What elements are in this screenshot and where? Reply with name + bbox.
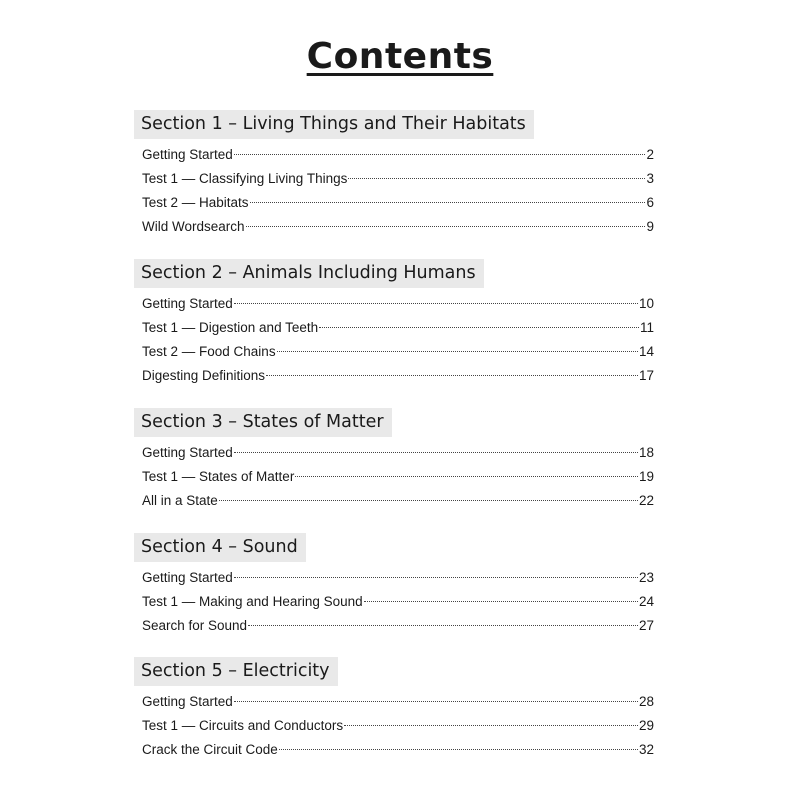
toc-entry[interactable] xyxy=(134,566,654,590)
entry-label: Wild Wordsearch xyxy=(142,219,245,234)
section-heading: Section 5 – Electricity xyxy=(134,657,338,686)
entry-label: Getting Started xyxy=(142,570,233,585)
toc-entry[interactable] xyxy=(134,364,654,388)
dot-leader xyxy=(234,577,638,578)
section-3 xyxy=(134,408,654,513)
entry-page: 11 xyxy=(639,320,654,335)
section-1 xyxy=(134,110,654,239)
entry-page: 18 xyxy=(638,445,654,460)
entry-label: Getting Started xyxy=(142,147,233,162)
entry-page: 6 xyxy=(646,195,654,210)
toc-entry[interactable] xyxy=(134,489,654,513)
dot-leader xyxy=(219,500,638,501)
entry-page: 19 xyxy=(638,469,654,484)
toc-entry[interactable] xyxy=(134,215,654,239)
section-2 xyxy=(134,259,654,388)
toc-entry[interactable] xyxy=(134,340,654,364)
dot-leader xyxy=(364,601,638,602)
entry-label: Search for Sound xyxy=(142,618,248,633)
toc-entry[interactable] xyxy=(134,292,654,316)
page-title: Contents xyxy=(306,36,494,77)
dot-leader xyxy=(344,725,638,726)
entry-page: 22 xyxy=(638,493,654,508)
dot-leader xyxy=(277,351,638,352)
toc-entry[interactable] xyxy=(134,143,654,167)
entry-label: Test 1 — Making and Hearing Sound xyxy=(142,594,363,609)
entry-label: Getting Started xyxy=(142,694,233,709)
entry-label: Getting Started xyxy=(142,296,233,311)
entry-page: 10 xyxy=(638,296,654,311)
entry-page: 28 xyxy=(638,694,654,709)
dot-leader xyxy=(319,327,639,328)
dot-leader xyxy=(248,625,638,626)
dot-leader xyxy=(234,452,638,453)
entry-page: 32 xyxy=(638,742,654,757)
section-heading: Section 4 – Sound xyxy=(134,533,306,562)
section-heading: Section 2 – Animals Including Humans xyxy=(134,259,484,288)
dot-leader xyxy=(279,749,638,750)
dot-leader xyxy=(234,154,646,155)
section-heading: Section 1 – Living Things and Their Habitats xyxy=(134,110,534,139)
entry-page: 24 xyxy=(638,594,654,609)
toc-entry[interactable] xyxy=(134,316,654,340)
entry-page: 3 xyxy=(646,171,654,186)
dot-leader xyxy=(246,226,646,227)
entry-label: Test 1 — Digestion and Teeth xyxy=(142,320,319,335)
entry-page: 29 xyxy=(638,718,654,733)
entry-label: Test 2 — Food Chains xyxy=(142,344,276,359)
entry-page: 9 xyxy=(646,219,654,234)
entry-label: Test 1 — States of Matter xyxy=(142,469,295,484)
dot-leader xyxy=(266,375,638,376)
toc-entry[interactable] xyxy=(134,590,654,614)
entry-page: 17 xyxy=(638,368,654,383)
dot-leader xyxy=(348,178,645,179)
toc-entry[interactable] xyxy=(134,441,654,465)
dot-leader xyxy=(234,303,638,304)
entry-label: Test 2 — Habitats xyxy=(142,195,249,210)
section-5 xyxy=(134,657,654,762)
entry-page: 14 xyxy=(638,344,654,359)
dot-leader xyxy=(250,202,646,203)
toc-entry[interactable] xyxy=(134,738,654,762)
section-heading: Section 3 – States of Matter xyxy=(134,408,392,437)
entry-page: 27 xyxy=(638,618,654,633)
dot-leader xyxy=(234,701,638,702)
toc-entry[interactable] xyxy=(134,714,654,738)
entry-label: Digesting Definitions xyxy=(142,368,266,383)
toc-entry[interactable] xyxy=(134,690,654,714)
entry-label: All in a State xyxy=(142,493,218,508)
entry-label: Test 1 — Classifying Living Things xyxy=(142,171,348,186)
entry-label: Getting Started xyxy=(142,445,233,460)
toc-entry[interactable] xyxy=(134,465,654,489)
dot-leader xyxy=(295,476,638,477)
entry-label: Crack the Circuit Code xyxy=(142,742,278,757)
toc-entry[interactable] xyxy=(134,614,654,638)
entry-page: 23 xyxy=(638,570,654,585)
entry-label: Test 1 — Circuits and Conductors xyxy=(142,718,344,733)
toc-entry[interactable] xyxy=(134,167,654,191)
entry-page: 2 xyxy=(646,147,654,162)
section-4 xyxy=(134,533,654,638)
toc-entry[interactable] xyxy=(134,191,654,215)
